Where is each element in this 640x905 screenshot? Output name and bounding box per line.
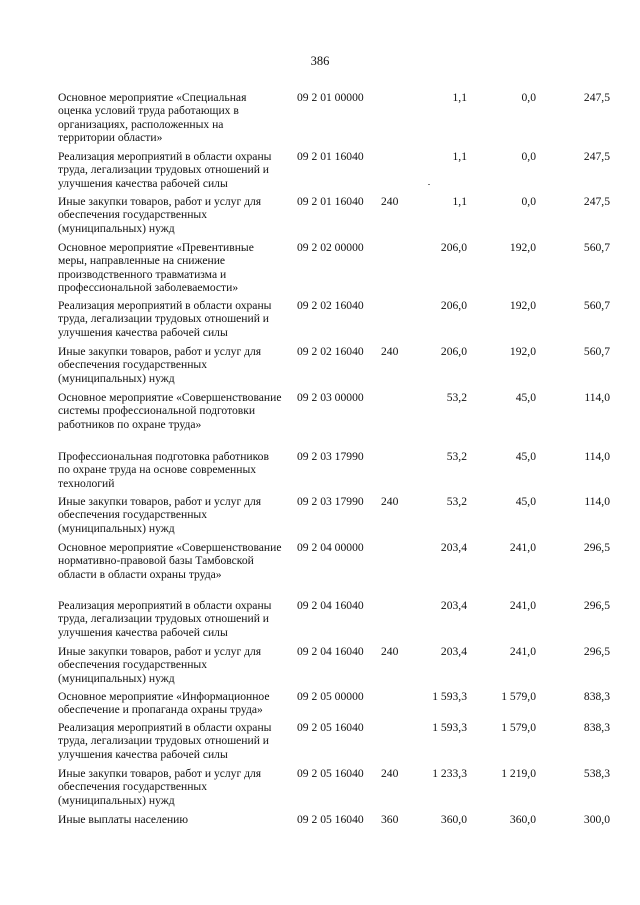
row-value-1: 203,4	[440, 599, 467, 612]
row-code: 09 2 03 00000	[297, 391, 364, 404]
row-vr: 240	[381, 645, 399, 658]
row-value-2: 241,0	[509, 599, 536, 612]
scan-mark	[428, 184, 430, 185]
row-name: Основное мероприятие «Совершенствование системы профессиональной подготовки работников по охране труда»	[58, 391, 282, 431]
row-name: Иные закупки товаров, работ и услуг для обеспечения государственных (муниципальных) нужд	[58, 645, 262, 685]
row-code: 09 2 02 16040	[297, 345, 364, 358]
row-code: 09 2 04 00000	[297, 541, 364, 554]
row-value-1: 203,4	[440, 541, 467, 554]
row-name: Реализация мероприятий в области охраны труда, легализации трудовых отношений и улучшения качества рабочей силы	[58, 150, 272, 190]
row-value-3: 538,3	[583, 767, 610, 780]
row-value-3: 114,0	[584, 450, 610, 463]
row-value-1: 53,2	[446, 495, 467, 508]
row-value-1: 53,2	[446, 391, 467, 404]
row-value-2: 192,0	[509, 345, 536, 358]
row-value-1: 1,1	[452, 195, 467, 208]
row-value-2: 1 579,0	[501, 721, 536, 734]
row-value-1: 1,1	[452, 91, 467, 104]
page-number: 386	[310, 54, 330, 68]
row-vr: 240	[381, 195, 399, 208]
row-value-1: 53,2	[446, 450, 467, 463]
row-value-2: 1 219,0	[501, 767, 536, 780]
row-value-1: 1 593,3	[432, 721, 467, 734]
row-value-3: 296,5	[583, 541, 610, 554]
row-value-3: 300,0	[583, 813, 610, 826]
row-name: Основное мероприятие «Информационное обеспечение и пропаганда охраны труда»	[58, 690, 270, 717]
row-value-1: 203,4	[440, 645, 467, 658]
row-value-3: 247,5	[583, 150, 610, 163]
row-name: Иные закупки товаров, работ и услуг для обеспечения государственных (муниципальных) нужд	[58, 345, 262, 385]
row-code: 09 2 01 00000	[297, 91, 364, 104]
row-name: Основное мероприятие «Превентивные меры, направленные на снижение производственного травматизма и профессиональной заболеваемости»	[58, 241, 254, 295]
row-name: Иные закупки товаров, работ и услуг для обеспечения государственных (муниципальных) нужд	[58, 195, 262, 235]
row-code: 09 2 04 16040	[297, 599, 364, 612]
row-value-1: 206,0	[440, 345, 467, 358]
row-value-3: 560,7	[583, 299, 610, 312]
row-code: 09 2 01 16040	[297, 195, 364, 208]
row-value-2: 192,0	[509, 241, 536, 254]
row-name: Реализация мероприятий в области охраны труда, легализации трудовых отношений и улучшения качества рабочей силы	[58, 299, 272, 339]
row-name: Реализация мероприятий в области охраны труда, легализации трудовых отношений и улучшения качества рабочей силы	[58, 721, 272, 761]
row-value-2: 45,0	[515, 450, 536, 463]
row-name: Основное мероприятие «Специальная оценка условий труда работающих в организациях, расположенных на территории области»	[58, 91, 247, 145]
row-value-2: 1 579,0	[501, 690, 536, 703]
row-vr: 240	[381, 767, 399, 780]
row-value-1: 1 233,3	[432, 767, 467, 780]
row-code: 09 2 05 16040	[297, 813, 364, 826]
row-code: 09 2 02 16040	[297, 299, 364, 312]
row-value-2: 0,0	[521, 195, 536, 208]
row-code: 09 2 03 17990	[297, 450, 364, 463]
row-value-2: 45,0	[515, 495, 536, 508]
row-value-2: 0,0	[521, 91, 536, 104]
row-value-3: 560,7	[583, 241, 610, 254]
row-name: Профессиональная подготовка работников по охране труда на основе современных технологий	[58, 450, 269, 490]
row-value-1: 206,0	[440, 299, 467, 312]
row-value-3: 560,7	[583, 345, 610, 358]
row-value-3: 296,5	[583, 645, 610, 658]
row-value-1: 360,0	[440, 813, 467, 826]
row-code: 09 2 05 16040	[297, 767, 364, 780]
row-vr: 360	[381, 813, 399, 826]
row-value-3: 114,0	[584, 495, 610, 508]
row-vr: 240	[381, 345, 399, 358]
row-name: Иные закупки товаров, работ и услуг для обеспечения государственных (муниципальных) нужд	[58, 495, 262, 535]
row-value-3: 838,3	[583, 721, 610, 734]
row-value-3: 247,5	[583, 91, 610, 104]
row-value-2: 192,0	[509, 299, 536, 312]
row-value-2: 360,0	[509, 813, 536, 826]
row-vr: 240	[381, 495, 399, 508]
row-value-3: 296,5	[583, 599, 610, 612]
row-value-3: 114,0	[584, 391, 610, 404]
row-code: 09 2 02 00000	[297, 241, 364, 254]
row-value-2: 0,0	[521, 150, 536, 163]
row-code: 09 2 04 16040	[297, 645, 364, 658]
row-name: Иные выплаты населению	[58, 813, 189, 826]
row-value-3: 247,5	[583, 195, 610, 208]
row-value-1: 1,1	[452, 150, 467, 163]
row-name: Основное мероприятие «Совершенствование нормативно-правовой базы Тамбовской области в области охраны труда»	[58, 541, 282, 581]
row-name: Иные закупки товаров, работ и услуг для обеспечения государственных (муниципальных) нужд	[58, 767, 262, 807]
row-value-1: 1 593,3	[432, 690, 467, 703]
row-value-2: 241,0	[509, 645, 536, 658]
row-code: 09 2 05 16040	[297, 721, 364, 734]
row-name: Реализация мероприятий в области охраны труда, легализации трудовых отношений и улучшения качества рабочей силы	[58, 599, 272, 639]
row-code: 09 2 01 16040	[297, 150, 364, 163]
row-value-2: 241,0	[509, 541, 536, 554]
row-value-1: 206,0	[440, 241, 467, 254]
row-code: 09 2 03 17990	[297, 495, 364, 508]
row-value-3: 838,3	[583, 690, 610, 703]
row-code: 09 2 05 00000	[297, 690, 364, 703]
row-value-2: 45,0	[515, 391, 536, 404]
